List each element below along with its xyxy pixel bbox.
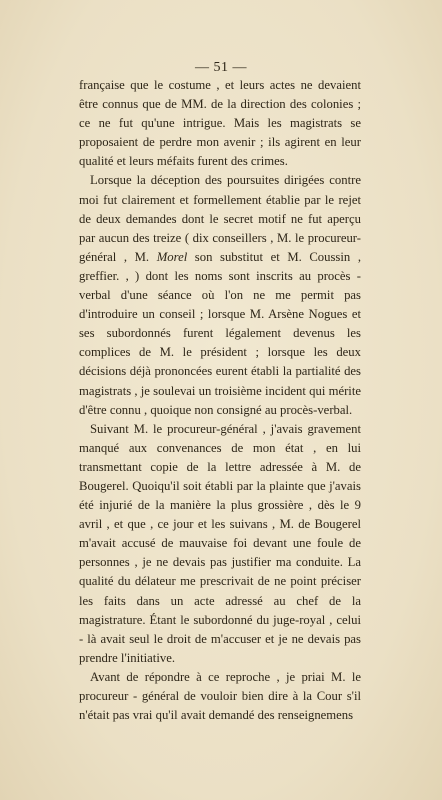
paragraph-reponse: Avant de répondre à ce reproche , je priai M. le procureur - général de vouloir bien dire à la Cour s'il n'était pas vrai qu'il avait demandé des renseignemens: [79, 669, 361, 723]
body-text: [79, 76, 361, 725]
italic-name-morel: Morel: [156, 249, 188, 264]
paragraph-deception: [79, 171, 361, 419]
paragraph-continuation: française que le costume , et leurs actes ne devaient être connus que de MM. de la direction des colonies ; ce ne fut qu'une intrigue. Mais les magistrats se proposaient de perdre mon avenir ; ils agirent en leur qualité et leurs méfaits furent des crimes.: [79, 78, 361, 169]
paragraph-procureur: Suivant M. le procureur-général , j'avais gravement manqué aux convenances de mon état , en lui transmettant copie de la lettre adressée à M. de Bougerel. Quoiqu'il soit établi par la plainte que j'avais été injurié de la manière la plus grossière , dès le 9 avril , et que , ce jour et les suivans , M. de Bougerel m'avait accusé de mauvaise foi devant une foule de personnes , je ne devais pas justifier ma conduite. La qualité du délateur me prescrivait de ne point préciser les faits dans un acte adressé au chef de la magistrature. Étant le subordonné du juge-royal , celui - là avait seul le droit de m'accuser et je ne devais pas prendre l'initiative.: [79, 421, 361, 665]
page-number: — 51 —: [195, 60, 247, 75]
paragraph-deception-part1: Lorsque la déception des poursuites dirigées contre moi fut clairement et formellement établie par le rejet de deux demandes dont le secret motif ne fut aperçu par aucun des treize ( dix conseillers , M. le procureur-général , M.: [79, 173, 361, 264]
paragraph-deception-part2: son substitut et M. Coussin , greffier. , ) dont les noms sont inscrits au procès - verbal d'une séance où l'on ne me permit pas d'introduire un conseil ; lorsque M. Arsène Nogues et ses subordonnés furent légalement devenus les complices de M. le président ; lorsque les deux décisions déjà prononcées eurent établi la partialité des magistrats , je soulevai un troisième incident qui mérite d'être connu , quoique non consigné au procès-verbal.: [79, 249, 361, 417]
